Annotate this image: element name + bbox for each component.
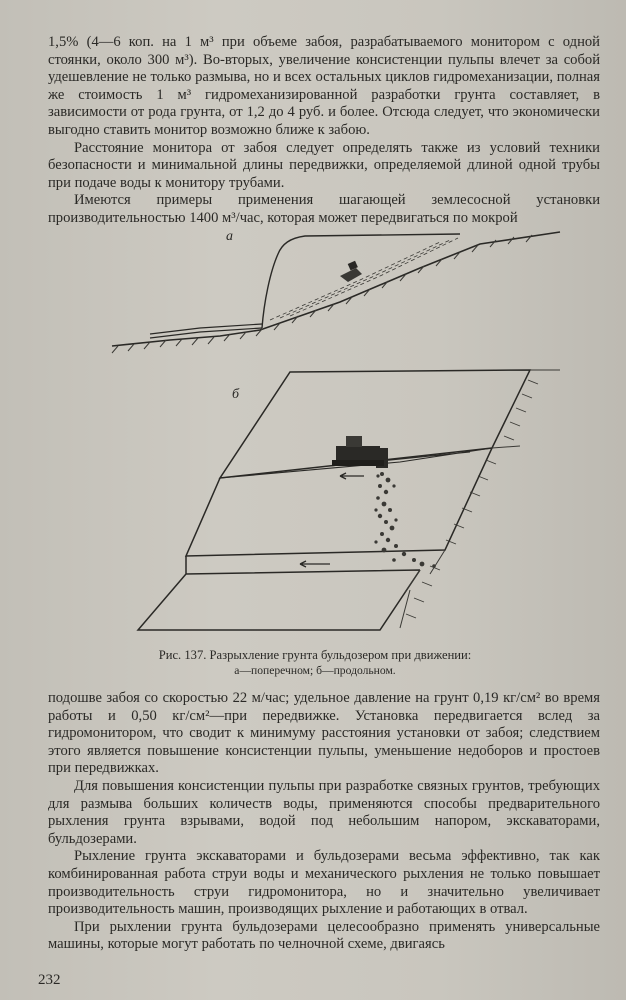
bulldozer-icon bbox=[332, 436, 388, 468]
paragraph: Рыхление грунта экскаваторами и бульдозерами весьма эффективно, так как комбинированная работа струи воды и механического рыхления не только повышает производительность струи гидромонитора, но и значительно увеличивает производительность машин, производящих рыхление и работающих в отвал. bbox=[48, 848, 600, 918]
loosened-soil-trail bbox=[374, 472, 435, 568]
side-hatching bbox=[400, 370, 560, 628]
paragraph: Имеются примеры применения шагающей землесосной установки производительностью 1400 м³/час, которая может передвигаться по мокрой bbox=[48, 192, 600, 226]
paragraph: Расстояние монитора от забоя следует определять также из условий техники безопасности и минимальной длины передвижки, определяемой длиной одной трубы при подаче воды к монитору трубами. bbox=[48, 139, 600, 191]
caption-sub: а—поперечном; б—продольном. bbox=[234, 664, 396, 677]
paragraph: подошве забоя со скоростью 22 м/час; удельное давление на грунт 0,19 кг/см² во время работы и 0,50 кг/см²—при передвижке. Установка передвигается вслед за гидромонитором, что сводит к минимуму расстояния установки от забоя; следствием этого является повышение консистенции пульпы, уменьшение недоборов и простоев при передвижках. bbox=[48, 690, 600, 777]
bottom-text-block bbox=[48, 690, 600, 954]
paragraph: При рыхлении грунта бульдозерами целесообразно применять универсальные машины, которые могут работать по челночной схеме, двигаясь bbox=[48, 918, 600, 953]
return-arrow-icon bbox=[300, 561, 330, 567]
figure-b-label: б bbox=[232, 387, 240, 402]
top-text-block bbox=[48, 34, 600, 228]
figure-a-label: а bbox=[226, 229, 233, 244]
figure-b-perspective bbox=[0, 360, 626, 645]
caption-main: Рис. 137. Разрыхление грунта бульдозером при движении: bbox=[158, 648, 472, 662]
side-hatching-ticks bbox=[406, 380, 538, 618]
face-profile bbox=[262, 234, 460, 328]
paragraph: Для повышения консистенции пульпы при разработке связных грунтов, требующих для размыва больших количеств воды, применяются способы предварительного рыхления грунта взрывами, водой под небольшим напором, экскаваторами, бульдозерами. bbox=[48, 777, 600, 847]
movement-arrow-icon bbox=[340, 473, 364, 479]
figure-a-cross-section bbox=[0, 222, 626, 357]
paragraph: 1,5% (4—6 коп. на 1 м³ при объеме забоя, разрабатываемого монитором с одной стоянки, около 300 м³). Во-вторых, увеличение консистенции пульпы влечет за собой удешевление не только размыва, но и всех остальных циклов гидромеханизации, полная же стоимость 1 м³ гидромеханизированной разработки грунта составляет, в зависимости от рода грунта, от 1,2 до 4 руб. и более. Отсюда следует, что экономически выгодно ставить монитор возможно ближе к забою. bbox=[48, 34, 600, 138]
pulp-flow-dashed bbox=[270, 238, 458, 320]
bulldozer-icon bbox=[340, 261, 362, 282]
ground-line bbox=[112, 232, 560, 346]
toe-channel bbox=[150, 324, 262, 338]
page-number: 232 bbox=[38, 972, 61, 988]
lower-step bbox=[138, 556, 420, 630]
figure-caption bbox=[60, 648, 570, 678]
